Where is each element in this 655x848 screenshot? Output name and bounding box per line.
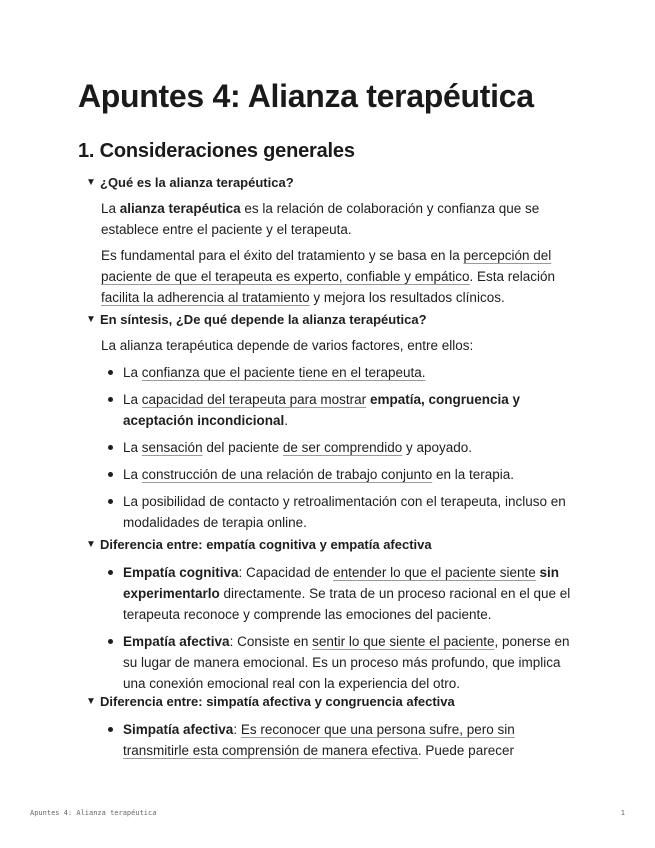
triangle-down-icon[interactable]: ▼ [86,696,96,707]
list-item: La construcción de una relación de trabajo conjunto en la terapia. [101,464,581,485]
toggle-simpatia[interactable] [86,694,455,709]
footer-page-number: 1 [620,809,625,817]
paragraph: Es fundamental para el éxito del tratamiento y se basa en la percepción del paciente de que el terapeuta es experto, confiable y empático. Esta relación facilita la adherencia al tratamiento y mejora los resultados clínicos. [101,248,556,305]
toggle-que-es-alianza[interactable] [86,175,294,190]
paragraph: La alianza terapéutica es la relación de colaboración y confianza que se establece entre el paciente y el terapeuta. [101,201,540,237]
toggle-label: Diferencia entre: empatía cognitiva y empatía afectiva [100,537,432,552]
section-heading: 1. Consideraciones generales [78,140,355,162]
bullet-list [101,719,581,767]
page-title: Apuntes 4: Alianza terapéutica [78,78,534,114]
toggle-label: Diferencia entre: simpatía afectiva y congruencia afectiva [100,694,455,709]
toggle-label: En síntesis, ¿De qué depende la alianza terapéutica? [100,312,427,327]
list-item: La confianza que el paciente tiene en el terapeuta. [101,362,581,383]
toggle-en-sintesis[interactable] [86,312,427,327]
triangle-down-icon[interactable]: ▼ [86,539,96,550]
paragraph: La alianza terapéutica depende de varios factores, entre ellos: [101,338,474,353]
list-item: La sensación del paciente de ser comprendido y apoyado. [101,437,581,458]
bullet-list [101,562,581,700]
list-item: La capacidad del terapeuta para mostrar empatía, congruencia y aceptación incondicional. [101,389,581,431]
toggle-empatia[interactable] [86,537,432,552]
toggle-label: ¿Qué es la alianza terapéutica? [100,175,294,190]
bullet-list [101,362,581,539]
footer-document-title: Apuntes 4: Alianza terapéutica [30,809,157,817]
list-item: Empatía cognitiva: Capacidad de entender lo que el paciente siente sin experimentarlo directamente. Se trata de un proceso racional en el que el terapeuta reconoce y comprende las emociones del paciente. [101,562,581,625]
list-item: Simpatía afectiva: Es reconocer que una persona sufre, pero sin transmitirle esta comprensión de manera efectiva. Puede parecer [101,719,581,761]
triangle-down-icon[interactable]: ▼ [86,177,96,188]
triangle-down-icon[interactable]: ▼ [86,314,96,325]
list-item: Empatía afectiva: Consiste en sentir lo que siente el paciente, ponerse en su lugar de manera emocional. Es un proceso más profundo, que implica una conexión emocional real con la experiencia del otro. [101,631,581,694]
list-item: La posibilidad de contacto y retroalimentación con el terapeuta, incluso en modalidades de terapia online. [101,491,581,533]
